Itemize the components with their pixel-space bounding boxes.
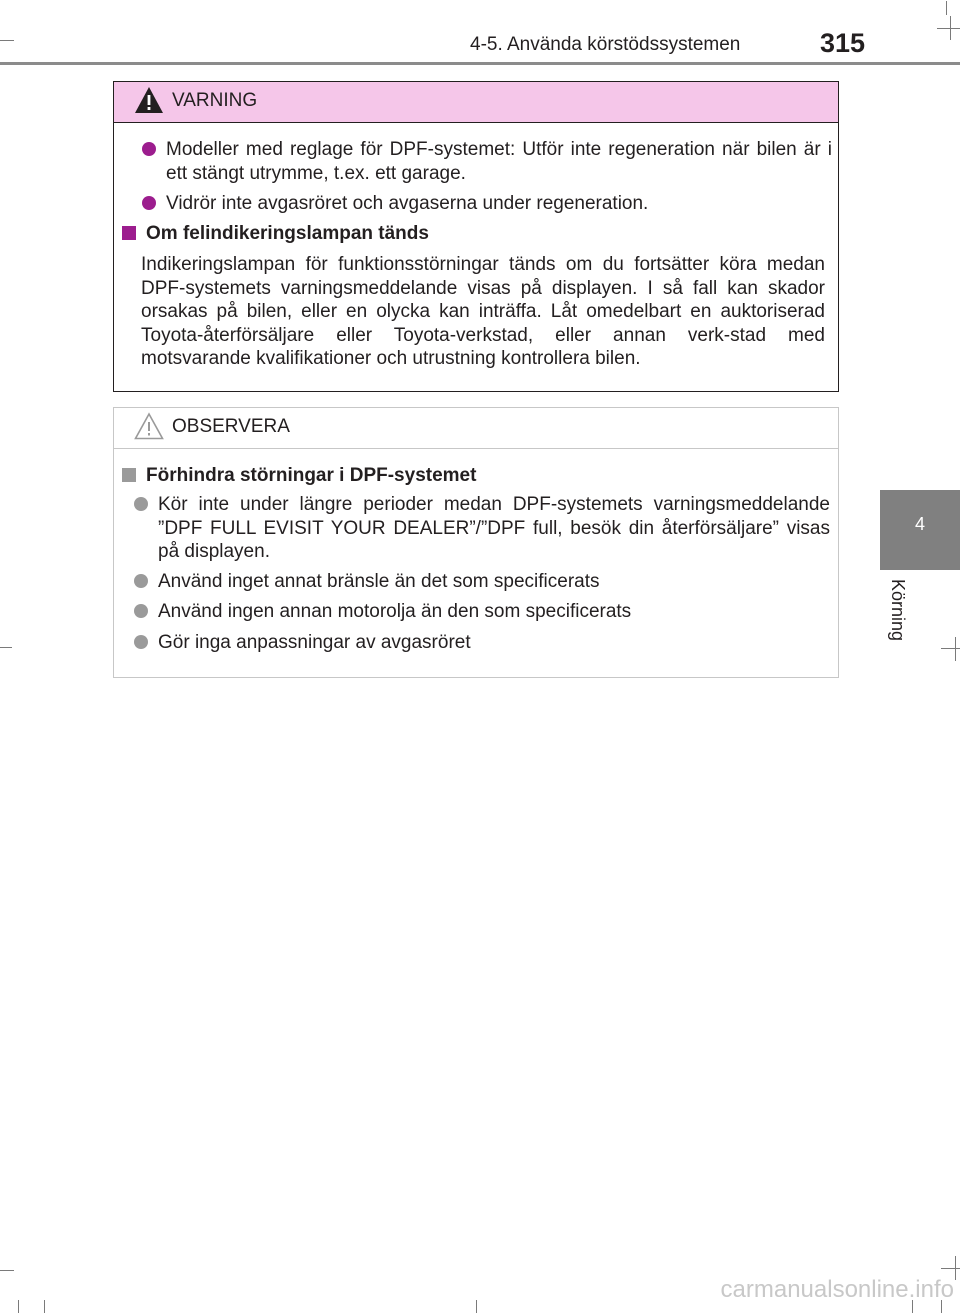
bullet-icon (142, 196, 156, 210)
warning-bullet-text: Vidrör inte avgasröret och avgaserna under regeneration. (166, 193, 649, 214)
crop-mark (18, 1300, 19, 1313)
crop-mark (0, 1270, 14, 1271)
warning-paragraph: Indikeringslampan för funktionsstörningar tänds om du fortsätter köra medan DPF-systemets varningsmeddelande visas på displayen. I så fall kan skador orsakas på bilen, eller en olycka kan inträffa. Låt omedelbart en auktoriserad Toyota-återförsäljare eller Toyota-verkstad, eller annan verk-stad med motsvarande kvalifikationer och utrustning kontrollera bilen. (141, 254, 825, 369)
warning-subheading: Om felindikeringslampan tänds (122, 222, 429, 246)
notice-bullet-text: Använd ingen annan motorolja än den som specificerats (158, 601, 632, 622)
bullet-icon (134, 497, 148, 511)
notice-bullet (134, 570, 830, 594)
bullet-icon (134, 604, 148, 618)
bullet-icon (134, 574, 148, 588)
caution-outline-triangle-icon (134, 412, 164, 440)
watermark-link[interactable]: carmanualsonline.info (720, 1276, 954, 1303)
notice-bullet-text: Använd inget annat bränsle än det som specificerats (158, 571, 600, 592)
warning-bullet (142, 138, 832, 185)
crop-mark (0, 647, 12, 648)
crop-mark (937, 28, 960, 29)
warning-triangle-icon (134, 86, 164, 114)
crop-mark (476, 1300, 477, 1313)
notice-subheading: Förhindra störningar i DPF-systemet (122, 464, 476, 488)
warning-bullet (142, 192, 832, 216)
crop-mark (955, 637, 956, 661)
warning-header (114, 82, 838, 123)
warning-bullet-text: Modeller med reglage för DPF-systemet: Utför inte regeneration när bilen är i ett stängt utrymme, t.ex. ett garage. (166, 139, 832, 184)
notice-bullet (134, 600, 830, 624)
square-bullet-icon (122, 468, 136, 482)
crop-mark (941, 1268, 960, 1269)
warning-panel (113, 81, 839, 392)
notice-header (114, 408, 838, 449)
crop-mark (44, 1300, 45, 1313)
header-rule (0, 62, 960, 65)
chapter-label: Körning (888, 578, 908, 642)
chapter-number: 4 (914, 514, 925, 534)
crop-mark (941, 648, 960, 649)
crop-mark (955, 1256, 956, 1280)
square-bullet-icon (122, 226, 136, 240)
bullet-icon (142, 142, 156, 156)
warning-title: VARNING (172, 90, 258, 111)
notice-title: OBSERVERA (172, 416, 290, 437)
section-title: 4-5. Använda körstödssystemen (470, 34, 741, 55)
notice-bullet-text: Kör inte under längre perioder medan DPF-systemets varningsmeddelande ”DPF FULL EVISIT YOUR DEALER”/”DPF full, besök din återförsäljare” visas på displayen. (158, 494, 830, 562)
notice-bullet (134, 631, 830, 655)
crop-mark (946, 1, 947, 15)
page-number: 315 (820, 28, 866, 58)
notice-panel (113, 407, 839, 678)
bullet-icon (134, 635, 148, 649)
notice-bullet-text: Gör inga anpassningar av avgasröret (158, 632, 471, 653)
crop-mark (0, 40, 14, 41)
crop-mark (950, 16, 951, 40)
notice-bullet (134, 493, 830, 564)
